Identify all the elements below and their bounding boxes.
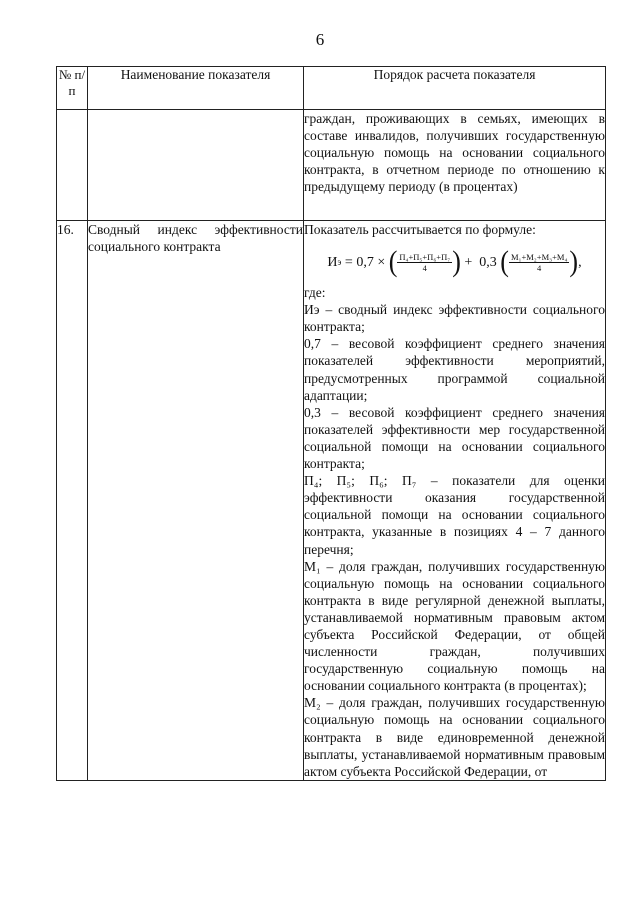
header-indicator-name: Наименование показателя bbox=[88, 67, 304, 110]
indicator-name: Сводный индекс эффективности социального контракта bbox=[88, 221, 304, 781]
table-row-16 bbox=[57, 221, 606, 781]
right-paren-1: ) bbox=[452, 244, 461, 279]
header-calculation-order: Порядок расчета показателя bbox=[304, 67, 606, 110]
formula-end: , bbox=[578, 254, 582, 270]
left-paren-1: ( bbox=[388, 244, 398, 279]
fraction-p-numerator: П₄+П₅+П₆+П₇ bbox=[399, 251, 451, 262]
continuation-text: граждан, проживающих в семьях, имеющих в составе инвалидов, получивших государственную социальную помощь на основании социального контракта, в отчетном периоде по отношению к предыдущему периоду (в процентах) bbox=[304, 110, 606, 221]
fraction-p-denominator: 4 bbox=[422, 262, 427, 273]
definition-ie: Иэ – сводный индекс эффективности социального контракта; bbox=[304, 302, 605, 335]
definition-p4-p7: П₄; П₅; П₆; П₇ – показатели для оценки эффективности оказания государственной социальной помощи на основании социального контракта, указанные в позициях 4 – 7 данного перечня; bbox=[304, 473, 605, 557]
formula-intro: Показатель рассчитывается по формуле: bbox=[304, 222, 536, 237]
definition-weight-03: 0,3 – весовой коэффициент среднего значения показателей эффективности мер государственной социальной помощи на основании социального контракта; bbox=[304, 404, 605, 472]
fraction-m-denominator: 4 bbox=[537, 262, 542, 273]
header-number: № п/п bbox=[57, 67, 88, 110]
definition-m2: М₂ – доля граждан, получивших государственную социальную помощь на основании социального контракта в виде единовременной денежной выплаты, устанавливаемой нормативным правовым актом субъекта Российской Федерации, от bbox=[304, 695, 605, 779]
row-number: 16. bbox=[57, 221, 88, 781]
right-paren-2: ) bbox=[569, 244, 579, 279]
cell-empty-name bbox=[88, 110, 304, 221]
fraction-p bbox=[397, 252, 452, 273]
formula-lhs: И bbox=[327, 254, 338, 270]
table-header-row bbox=[57, 67, 606, 110]
formula-eq: = 0,7 × bbox=[341, 254, 389, 270]
page-number: 6 bbox=[315, 30, 325, 49]
calculation-description bbox=[304, 221, 606, 781]
fraction-m-numerator: М₁+М₂+М₃+М₄ bbox=[510, 251, 568, 262]
fraction-m bbox=[509, 252, 569, 273]
indicator-table bbox=[56, 66, 606, 781]
definition-weight-07: 0,7 – весовой коэффициент среднего значения показателей эффективности мероприятий, предусмотренных программой социальной адаптации; bbox=[304, 336, 605, 403]
left-paren-2: ( bbox=[500, 244, 509, 279]
table-row-continuation bbox=[57, 110, 606, 221]
definition-m1: М₁ – доля граждан, получивших государственную социальную помощь на основании социального контракта в виде регулярной денежной выплаты, устанавливаемой нормативным правовым актом субъекта Российской Федерации, от общей численности граждан, получивших государственную социальную помощь на основании социального контракта (в процентах); bbox=[304, 558, 605, 694]
formula-plus: + 0,3 bbox=[460, 254, 501, 270]
cell-empty-num bbox=[57, 110, 88, 221]
where-label: где: bbox=[304, 285, 326, 301]
formula bbox=[304, 240, 605, 284]
formula-lhs-sub: э bbox=[337, 256, 342, 267]
